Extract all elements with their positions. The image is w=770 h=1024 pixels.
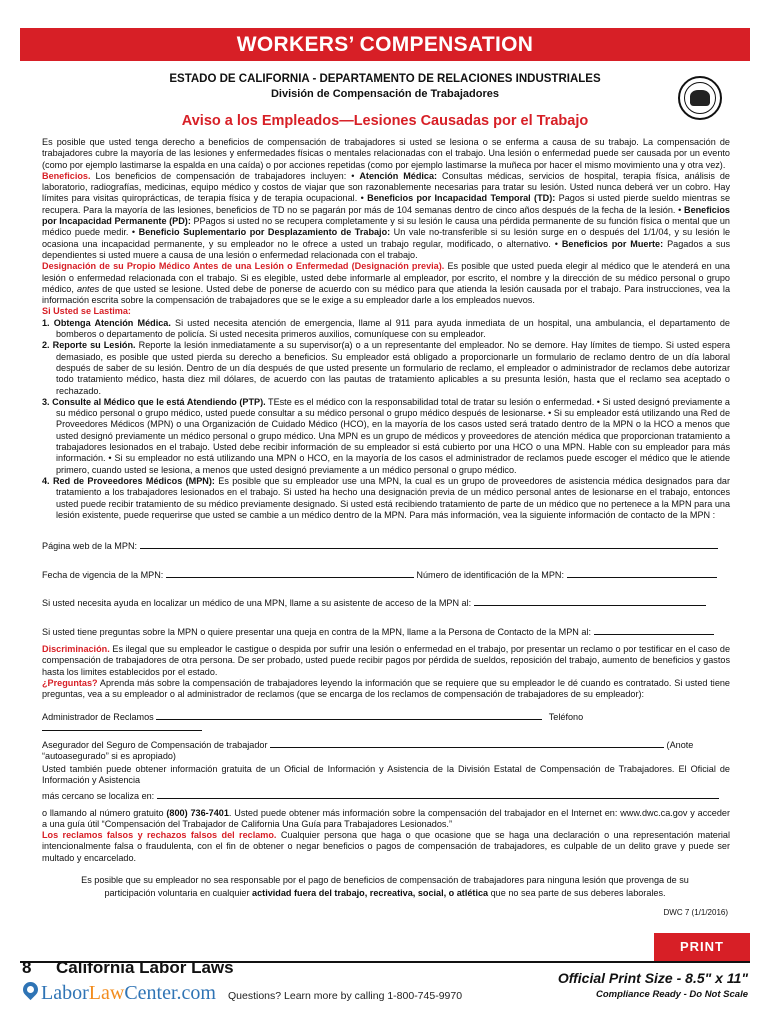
false-claims-paragraph: Los reclamos falsos y rechazos falsos del reclamo. Cualquier persona que haga o que ocasione que se haga una declaración o una representación material intencionalmente falsa o fraudulenta, con el fin de obtener o negar beneficios o pagos de compensación de trabajadores, es culpable de un delito grave y puede ser multado y encarcelado. <box>42 830 730 863</box>
mpn-contact-row <box>42 627 730 638</box>
questions-phone-line: Questions? Learn more by calling 1-800-745-9970 <box>228 990 463 1002</box>
insurer-input[interactable] <box>270 740 664 748</box>
notice-subtitle: Aviso a los Empleados—Lesiones Causadas por el Trabajo <box>181 113 589 129</box>
list-item: 4. Red de Proveedores Médicos (MPN): Es posible que su empleador use una MPN, la cual es un grupo de proveedores de asistencia médica designados para dar tratamiento a los trabajadores lesionados en el trabajo. Si usted ha hecho una designación previa de un médico personal antes de lesionarse en el trabajo, entonces usted puede recibir tratamiento de su médico previamente designado. Si usted está recibiendo tratamiento de parte de un médico que no pertenece a la MPN para una lesión existente, puede requerirse que usted se cambie a un médico dentro de la MPN. Para más información, vea la siguiente información de contacto de la MPN : <box>42 475 731 520</box>
claims-admin-row <box>42 712 730 735</box>
mpn-access-label: Si usted necesita ayuda en localizar un médico de una MPN, llame a su asistente de acceso de la MPN al: <box>42 598 472 608</box>
mpn-contact-input[interactable] <box>594 627 714 635</box>
if-injured-list <box>42 318 730 521</box>
laborlawcenter-logo[interactable] <box>22 980 216 1006</box>
agency-line-1: ESTADO DE CALIFORNIA - DEPARTAMENTO DE RELACIONES INDUSTRIALES <box>169 73 601 85</box>
location-pin-icon <box>22 982 39 1004</box>
intro-paragraph: Es posible que usted tenga derecho a beneficios de compensación de trabajadores si usted se lesiona o se enferma a causa de su trabajo. La compensación de trabajadores cubre la mayoría de las lesiones y enfermedades físicas o mentales relacionadas con el trabajo. Una lesión o enfermedad puede ser causada por un evento (como por ejemplo lastimarse la espalda en una caída) o por acciones repetidas (como por ejemplo lastimarse la muñeca por hacer el mismo movimiento una y otra vez). <box>42 137 730 170</box>
agency-heading <box>110 72 660 102</box>
claims-admin-label: Administrador de Reclamos <box>42 712 154 722</box>
logo-text: LaborLawCenter.com <box>41 981 216 1004</box>
mpn-website-input[interactable] <box>140 541 718 549</box>
insurer-note: (Anote “autoasegurado” si es apropiado) <box>42 740 694 762</box>
toll-free-paragraph: o llamando al número gratuito (800) 736-7401. Usted puede obtener más información sobre la compensación del trabajador en el Internet en: www.dwc.ca.gov y acceder a una guía útil “Compensación del Trabajador de California Una Guía para Trabajadores Lesionados.” <box>42 808 731 830</box>
predesignation-label: Designación de su Propio Médico Antes de una Lesión o Enfermedad (Designación previa). <box>42 261 445 272</box>
notice-body <box>42 137 730 521</box>
phone-label: Teléfono <box>548 712 584 722</box>
list-item: 3. Consulte al Médico que le está Atendiendo (PTP). TEste es el médico con la responsabilidad total de tratar su lesión o enfermedad. • Si usted designó previamente a su médico personal o grupo médico, usted puede consultar a su médico personal o grupo médico después de lesionarse. • Si su empleador está utilizando una Red de Proveedores Médicos (MPN) o una Organización de Cuidado Médico (HCO), en la mayoría de los casos usted será tratado dentro de la MPN o la HCO a menos que usted designó previamente un médico personal o grupo médico. Una MPN es un grupo de médicos y proveedores de atención médica que proporcionan tratamiento a trabajadores lesionados en el trabajo. Usted debe recibir información de su empleador si está cubierto por una HCO o una MPN. Hable con su empleador para más información. • Si su empleador no está utilizando una MPN o HCO, en la mayoría de los casos el administrador de reclamos puede escoger el médico que le atiende primero, cuando usted se lesiona, a menos que usted designó previamente a un médico personal o grupo médico. <box>42 396 730 475</box>
book-title: California Labor Laws <box>56 958 234 977</box>
mpn-effective-label: Fecha de vigencia de la MPN: <box>42 570 164 580</box>
mpn-id-input[interactable] <box>567 570 717 578</box>
false-claims-label: Los reclamos falsos y rechazos falsos del reclamo. <box>42 830 277 840</box>
list-item: 2. Reporte su Lesión. Reporte la lesión inmediatamente a su supervisor(a) o a un representante del empleador. No se demore. Hay límites de tiempo. Si usted espera demasiado, es posible que usted pierda su derecho a beneficios. Su empleador está obligado a proporcionarle un formulario de reclamo dentro de un día laboral después de saber de su lesión. Dentro de un día después de que usted presente un formulario de reclamo, el empleador o administrador de reclamos debe autorizar todo tratamiento médico, hasta diez mil dólares, de acuerdo con las pautas de tratamiento aplicables a su presunta lesión, hasta que el reclamo sea aceptado o rechazado. <box>42 340 731 396</box>
claims-admin-input[interactable] <box>156 712 542 720</box>
info-officer-label: más cercano se localiza en: <box>42 791 155 801</box>
info-officer-row <box>42 791 730 802</box>
questions-paragraph: ¿Preguntas? Aprenda más sobre la compensación de trabajadores leyendo la información que se requiere que su empleador le dé cuando es contratado. Si usted tiene preguntas, vea a su empleador o al administrador de reclamos (que se encarga de los reclamos de compensación de trabajadores de su empleador): <box>42 678 730 700</box>
page-number: 8 <box>22 958 32 977</box>
mpn-access-row <box>42 598 730 609</box>
mpn-website-row <box>42 541 730 552</box>
discrimination-label: Discriminación. <box>42 644 110 654</box>
agency-line-2: División de Compensación de Trabajadores <box>270 88 499 100</box>
if-injured-heading: Si Usted se Lastima: <box>42 306 131 317</box>
employer-note: Es posible que su empleador no sea responsable por el pago de beneficios de compensación de trabajadores para ninguna lesión que provenga de su participación voluntaria en cualquier actividad fuera del trabajo, recreativa, social, o atlética que no sea parte de sus deberes laborales. <box>81 875 689 898</box>
mpn-contact-label: Si usted tiene preguntas sobre la MPN o quiere presentar una queja en contra de la MPN, llame a la Persona de Contacto de la MPN al: <box>42 627 591 637</box>
phone-input[interactable] <box>42 723 202 731</box>
benefits-paragraph: Beneficios. Los beneficios de compensación de trabajadores incluyen: • Atención Médica: Consultas médicas, servicios de hospital, terapia física, análisis de laboratorio, radiografías, medicinas, equipo médico y costos de viajar que son razonablemente necesarias para tratar su lesión. Usted nunca deberá ver un cobro. Hay límites para visitas quiroprácticas, de terapia física y de terapia ocupacional. • Beneficios por Incapacidad Temporal (TD): Pagos si usted pierde sueldo mientras se recupera. Para la mayoría de las lesiones, beneficios de TD no se pagarán por más de 104 semanas dentro de cinco años después de la fecha de la lesión. • Beneficios por Incapacidad Permanente (PD): PPagos si usted no se recupera completamente y si su lesión le causa una pérdida permanente de su función física o mental que un médico puede medir. • Beneficio Suplementario por Desplazamiento de Trabajo: Un vale no-transferible si su lesión surge en o después del 1/1/04, y su lesión le ocasiona una incapacidad permanente, y su empleador no le ofrece a usted un trabajo regular, modificado, o alternativo. • Beneficios por Muerte: Pagados a sus dependientes si usted muere a causa de una lesión o enfermedad relacionada con el trabajo. <box>42 170 731 260</box>
mpn-id-label: Número de identificación de la MPN: <box>416 570 564 580</box>
toll-free-number: (800) 736-7401 <box>166 808 229 818</box>
mpn-website-label: Página web de la MPN: <box>42 541 138 551</box>
print-button[interactable]: PRINT <box>654 933 750 961</box>
official-print-size: Official Print Size - 8.5" x 11" <box>557 970 748 986</box>
list-item: 1. Obtenga Atención Médica. Si usted necesita atención de emergencia, llame al 911 para ayuda inmediata de un hospital, una ambulancia, el departamento de bomberos o departamento de policía. Si usted necesita primeros auxilios, comuníquese con su empleador. <box>42 317 730 340</box>
insurer-label: Asegurador del Seguro de Compensación de trabajador <box>42 740 268 750</box>
discrimination-paragraph: Discriminación. Es ilegal que su empleador le castigue o despida por sufrir una lesión o enfermedad en el trabajo, por presentar un reclamo o por testificar en el caso de compensación de trabajadores de otra persona. De ser probado, usted puede recibir pagos por pérdida de sueldos, reposición del trabajo, aumento de beneficios y gastos hasta los limites establecidos por el estado. <box>42 644 730 677</box>
mpn-effective-row <box>42 570 730 581</box>
compliance-note: Compliance Ready - Do Not Scale <box>595 989 748 1000</box>
info-assistance-paragraph: Usted también puede obtener información gratuita de un Oficial de Información y Asistencia de la División Estatal de Compensación de Trabajadores. El Oficial de Información y Asistencia <box>42 764 730 786</box>
benefits-label: Beneficios. <box>42 170 91 181</box>
info-officer-input[interactable] <box>157 791 719 799</box>
mpn-effective-input[interactable] <box>166 570 414 578</box>
predesignation-paragraph: Designación de su Propio Médico Antes de una Lesión o Enfermedad (Designación previa). Es posible que usted pueda elegir al médico que le atenderá en una lesión o enfermedad relacionada con el trabajo. Si es elegible, usted debe informarle al empleador, por escrito, el nombre y la dirección de su médico personal o grupo médico, antes de que usted se lesione. Usted debe de ponerse de acuerdo con su médico para que atienda la lesión causada por el trabajo. Para instrucciones, vea la información escrita sobre la compensación de trabajadores que se le exige a su empleador darle a los empleados nuevos. <box>42 261 731 306</box>
insurer-row <box>42 740 730 763</box>
form-number: DWC 7 (1/1/2016) <box>663 908 728 917</box>
title-banner: WORKERS’ COMPENSATION <box>20 28 750 61</box>
questions-label: ¿Preguntas? <box>42 678 98 688</box>
mpn-access-input[interactable] <box>474 598 706 606</box>
